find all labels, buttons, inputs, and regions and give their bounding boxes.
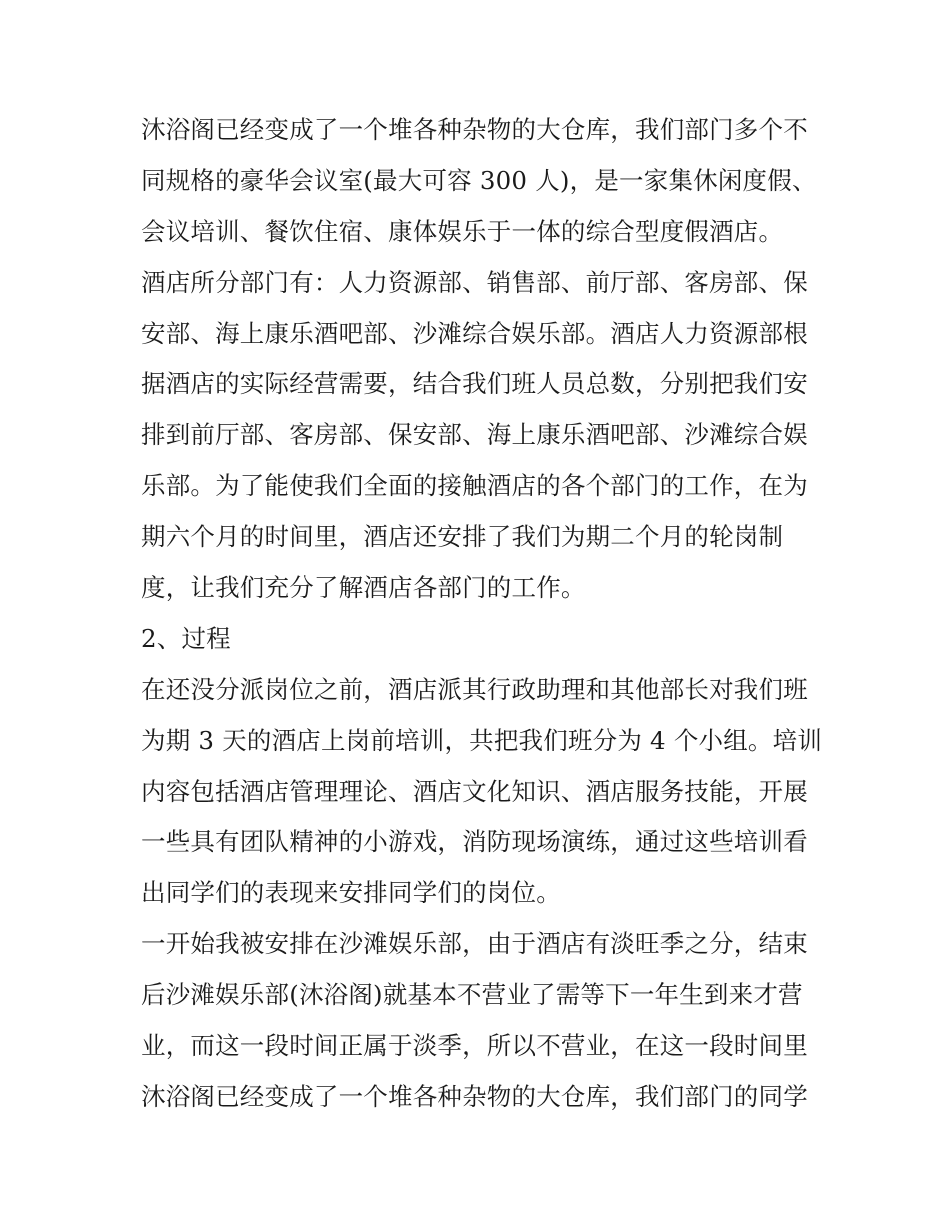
text-line: 据酒店的实际经营需要，结合我们班人员总数，分别把我们安 [141, 369, 808, 399]
text-line: 出同学们的表现来安排同学们的岗位。 [141, 878, 561, 908]
text-line: 排到前厅部、客房部、保安部、海上康乐酒吧部、沙滩综合娱 [141, 420, 808, 450]
text-line: 在还没分派岗位之前，酒店派其行政助理和其他部长对我们班 [141, 674, 808, 704]
text-line: 沐浴阁已经变成了一个堆各种杂物的大仓库，我们部门的同学 [141, 1081, 808, 1111]
text-line: 酒店所分部门有：人力资源部、销售部、前厅部、客房部、保 [141, 267, 808, 297]
text-line: 为期 3 天的酒店上岗前培训，共把我们班分为 4 个小组。培训 [141, 725, 823, 755]
text-line: 一开始我被安排在沙滩娱乐部，由于酒店有淡旺季之分，结束 [141, 929, 808, 959]
text-line: 期六个月的时间里，酒店还安排了我们为期二个月的轮岗制 [141, 522, 784, 552]
document-body [141, 105, 821, 1123]
section-heading: 2、过程 [141, 623, 231, 653]
text-line: 沐浴阁已经变成了一个堆各种杂物的大仓库，我们部门多个不 [141, 115, 808, 144]
text-line: 会议培训、餐饮住宿、康体娱乐于一体的综合型度假酒店。 [141, 216, 784, 246]
text-line: 业，而这一段时间正属于淡季，所以不营业，在这一段时间里 [141, 1031, 808, 1061]
text-line: 乐部。为了能使我们全面的接触酒店的各个部门的工作，在为 [141, 471, 808, 501]
text-line: 安部、海上康乐酒吧部、沙滩综合娱乐部。酒店人力资源部根 [141, 318, 808, 348]
text-line: 内容包括酒店管理理论、酒店文化知识、酒店服务技能，开展 [141, 776, 808, 806]
text-line: 度，让我们充分了解酒店各部门的工作。 [141, 573, 586, 603]
text-line: 同规格的豪华会议室(最大可容 300 人)，是一家集休闲度假、 [141, 165, 817, 195]
text-line: 后沙滩娱乐部(沐浴阁)就基本不营业了需等下一年生到来才营 [141, 980, 803, 1010]
text-line: 一些具有团队精神的小游戏，消防现场演练，通过这些培训看 [141, 827, 808, 857]
